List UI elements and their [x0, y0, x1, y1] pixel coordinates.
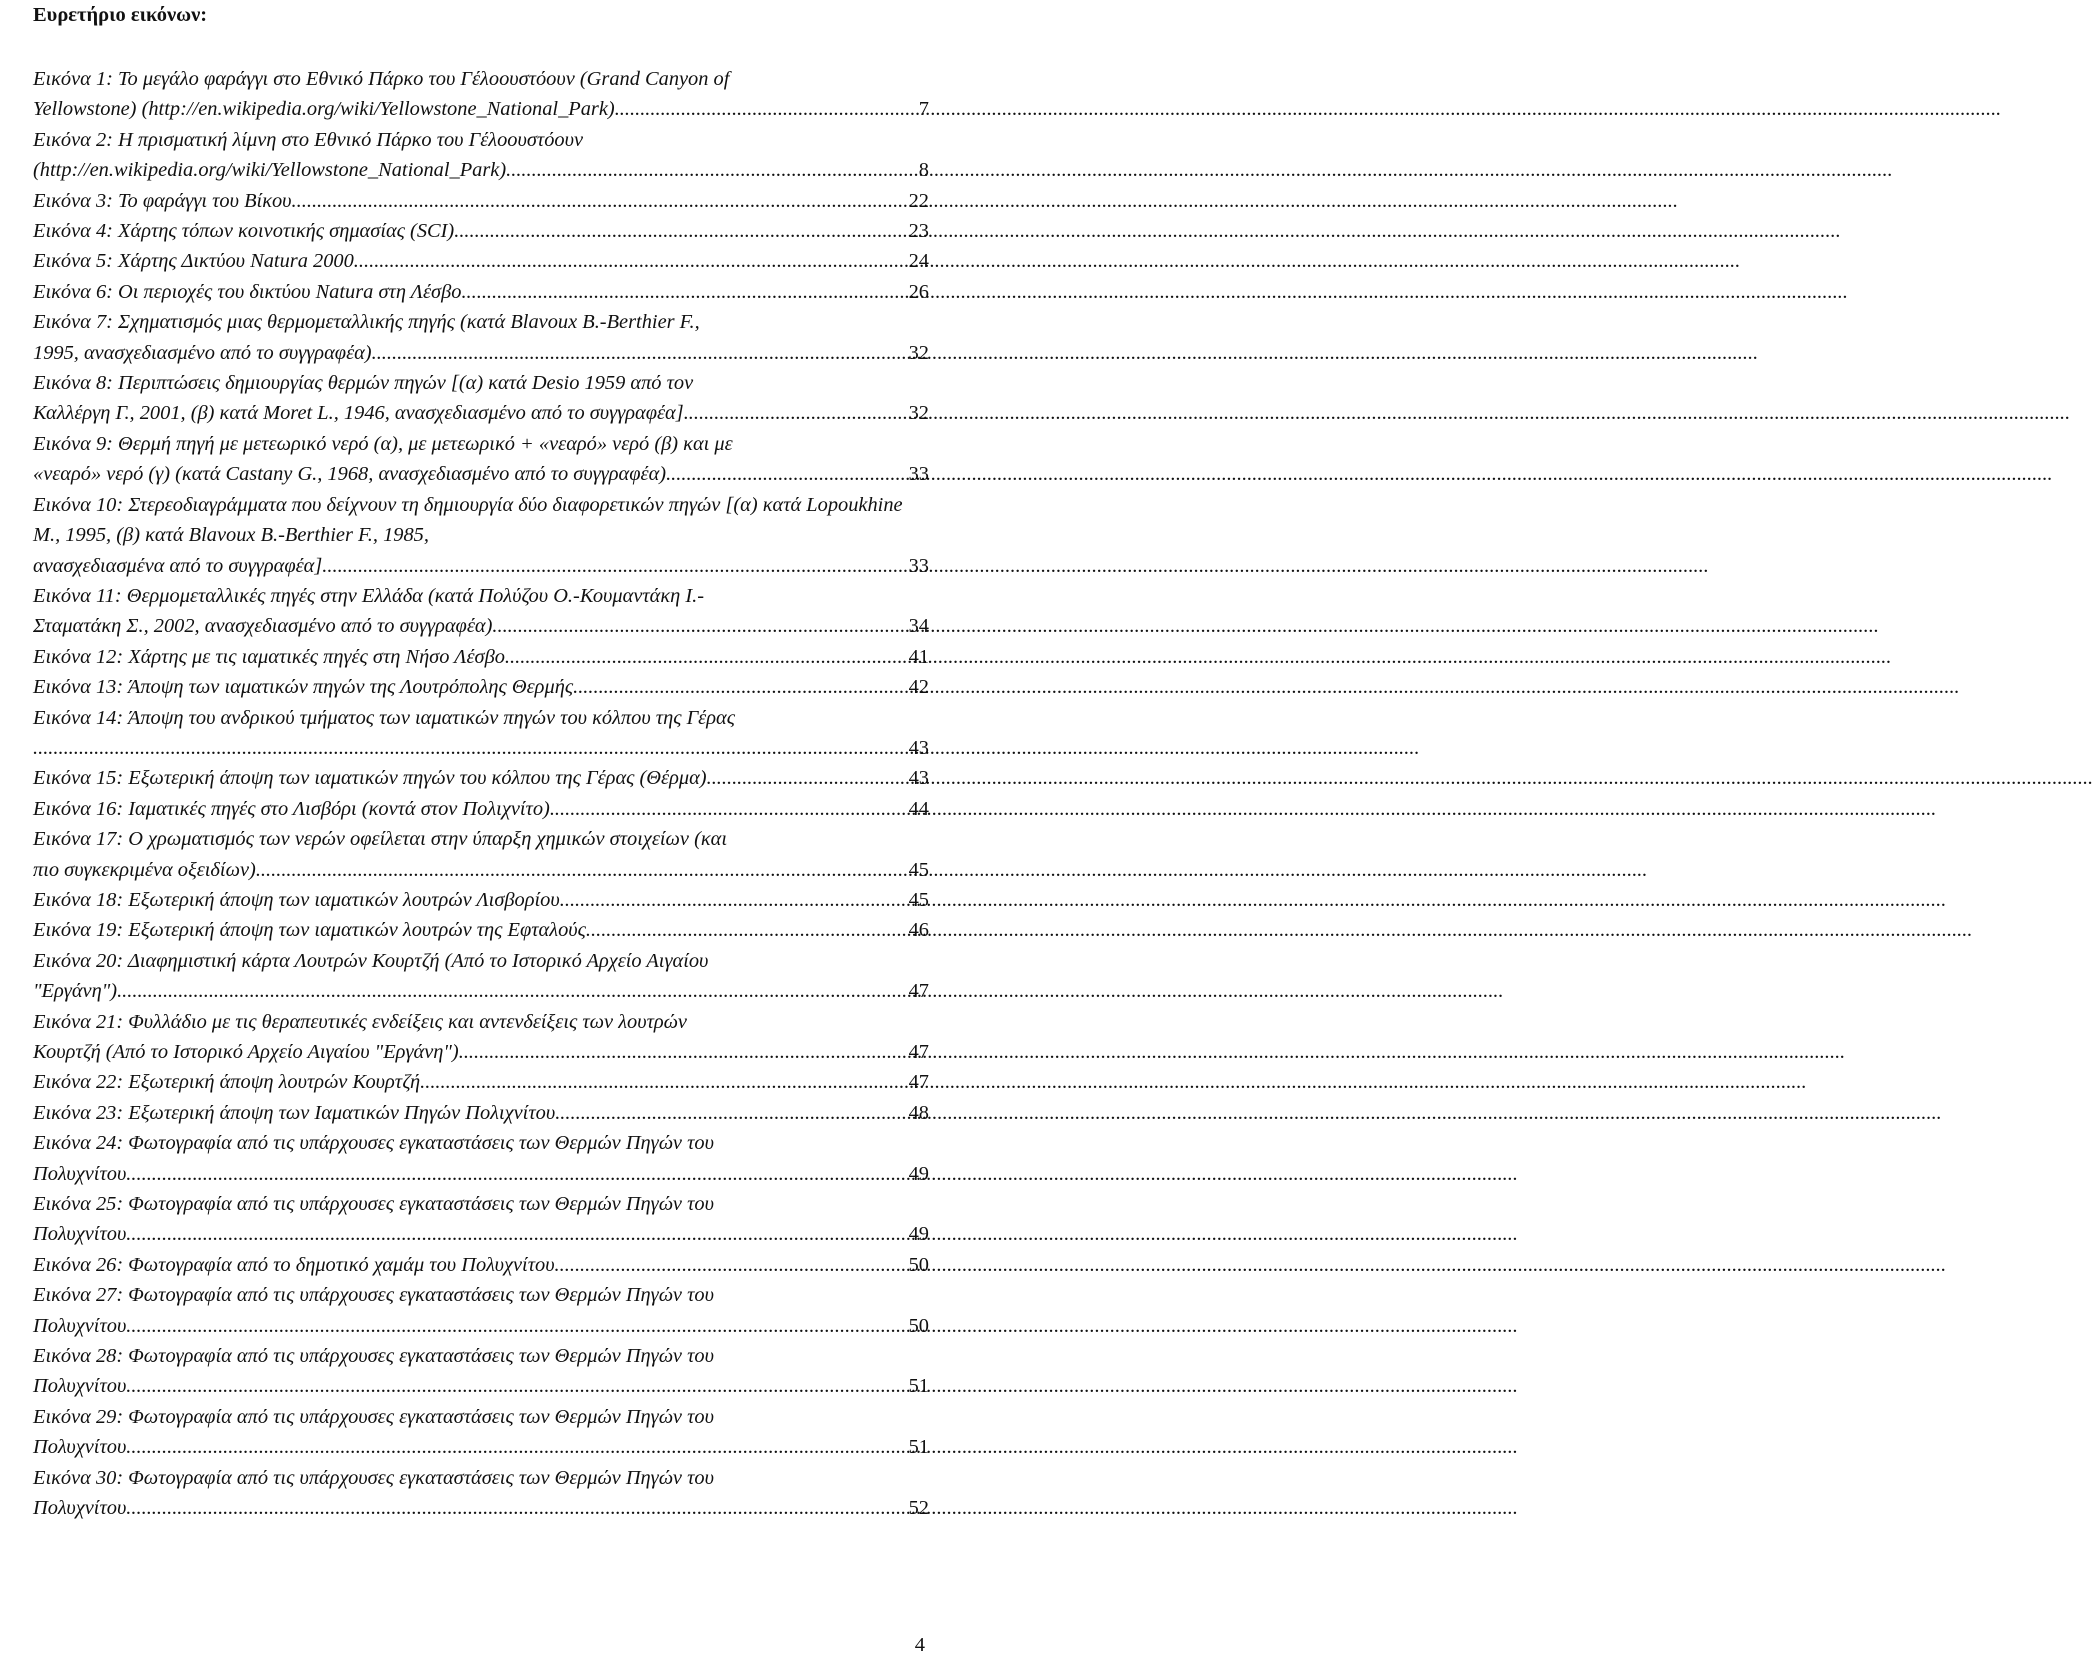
toc-entry-page: 26 — [908, 280, 929, 303]
toc-entry-title-end: Σταματάκη Σ., 2002, ανασχεδιασμένο από το συγγραφέα) — [33, 615, 493, 638]
toc-entry-title: Εικόνα 7: Σχηματισμός μιας θερμομεταλλικής πηγής (κατά Blavoux B.-Berthier F., — [33, 311, 700, 334]
toc-entry[interactable] — [33, 703, 929, 764]
toc-entry-title: Εικόνα 27: Φωτογραφία από τις υπάρχουσες εγκαταστάσεις των Θερμών Πηγών του — [33, 1284, 714, 1307]
toc-entry[interactable] — [33, 368, 929, 429]
toc-entry[interactable] — [33, 915, 929, 945]
toc-entry-line — [33, 155, 929, 185]
toc-entry-title: Εικόνα 20: Διαφημιστική κάρτα Λουτρών Κουρτζή (Από το Ιστορικό Αρχείο Αιγαίου — [33, 949, 709, 972]
toc-entry-title-end: Πολυχνίτου. — [33, 1223, 132, 1246]
toc-entry-title-end: Εικόνα 26: Φωτογραφία από το δημοτικό χαμάμ του Πολυχνίτου. — [33, 1253, 560, 1276]
toc-entry-title-end: Πολυχνίτου. — [33, 1375, 132, 1398]
toc-entry-title-end: Εικόνα 6: Οι περιοχές του δικτύου Natura στη Λέσβο — [33, 280, 462, 303]
toc-entry-page: 45 — [908, 858, 929, 881]
toc-entry-line — [33, 1250, 929, 1280]
dot-leader — [131, 1311, 907, 1341]
dot-leader — [666, 459, 908, 489]
dot-leader — [322, 551, 907, 581]
index-heading: Ευρετήριο εικόνων: — [33, 4, 208, 26]
toc-entry-line — [33, 1311, 929, 1341]
toc-entry-page: 46 — [908, 919, 929, 942]
toc-entry-title: Εικόνα 10: Στερεοδιαγράμματα που δείχνουν τη δημιουργία δύο διαφορετικών πηγών [(α) κατά Lopoukhine M., 1995, (β) κατά Blavoux B.-Berthier F., 1985, — [33, 493, 903, 547]
toc-entry-title: Εικόνα 8: Περιπτώσεις δημιουργίας θερμών πηγών [(α) κατά Desio 1959 από τον — [33, 372, 694, 395]
figure-index-list — [33, 64, 929, 1524]
toc-entry[interactable] — [33, 429, 929, 490]
toc-entry-line — [33, 976, 929, 1006]
toc-entry-title-end: Εικόνα 4: Χάρτης τόπων κοινοτικής σημασίας (SCI) — [33, 220, 455, 243]
toc-entry-line — [33, 642, 929, 672]
toc-entry-title: Εικόνα 28: Φωτογραφία από τις υπάρχουσες εγκαταστάσεις των Θερμών Πηγών του — [33, 1345, 714, 1368]
toc-entry-page: 32 — [908, 402, 929, 425]
toc-entry-title: Εικόνα 2: Η πρισματική λίμνη στο Εθνικό Πάρκο του Γέλοουστόουν — [33, 128, 584, 151]
toc-entry-title-end: Εικόνα 19: Εξωτερική άποψη των ιαματικών λουτρών της Εφταλούς — [33, 919, 586, 942]
toc-entry-page: 47 — [908, 980, 929, 1003]
toc-entry-line — [33, 915, 929, 945]
toc-entry-line — [33, 246, 929, 276]
toc-entry-page: 48 — [908, 1101, 929, 1124]
toc-entry-title-end: Πολυχνίτου. — [33, 1314, 132, 1337]
toc-entry-page: 52 — [908, 1497, 929, 1520]
toc-entry-page: 43 — [908, 767, 929, 790]
toc-entry-page: 8 — [918, 159, 929, 182]
toc-entry-line — [33, 398, 929, 428]
toc-entry[interactable] — [33, 307, 929, 368]
toc-entry-line — [33, 611, 929, 641]
toc-entry-title-end: Εικόνα 23: Εξωτερική άποψη των Ιαματικών Πηγών Πολιχνίτου — [33, 1101, 556, 1124]
toc-entry-title-end: Εικόνα 16: Ιαματικές πηγές στο Λισβόρι (κοντά στον Πολιχνίτο) — [33, 797, 550, 820]
toc-entry-line — [33, 186, 929, 216]
dot-leader — [573, 672, 908, 702]
dot-leader — [454, 216, 907, 246]
toc-entry[interactable] — [33, 1280, 929, 1341]
toc-entry[interactable] — [33, 1007, 929, 1068]
dot-leader — [560, 885, 908, 915]
toc-entry-title-end: (http://en.wikipedia.org/wiki/Yellowstone_National_Park) — [33, 159, 507, 182]
toc-entry[interactable] — [33, 672, 929, 702]
toc-entry-title-end: ανασχεδιασμένα από το συγγραφέα] — [33, 554, 323, 577]
toc-entry-line — [33, 1432, 929, 1462]
toc-entry-line — [33, 855, 929, 885]
toc-entry-line — [33, 1159, 929, 1189]
toc-entry[interactable] — [33, 490, 929, 581]
toc-entry[interactable] — [33, 885, 929, 915]
toc-entry-title: Εικόνα 14: Άποψη του ανδρικού τμήματος των ιαματικών πηγών του κόλπου της Γέρας — [33, 706, 735, 729]
dot-leader — [131, 1493, 907, 1523]
toc-entry[interactable] — [33, 1128, 929, 1189]
dot-leader — [505, 642, 908, 672]
toc-entry-page: 51 — [908, 1436, 929, 1459]
toc-entry[interactable] — [33, 216, 929, 246]
page-number: 4 — [914, 1634, 925, 1656]
toc-entry-line — [33, 733, 929, 763]
toc-entry-title-end: Εικόνα 3: Το φαράγγι του Βίκου — [33, 189, 292, 212]
toc-entry-page: 34 — [908, 615, 929, 638]
toc-entry-line — [33, 672, 929, 702]
toc-entry-page: 51 — [908, 1375, 929, 1398]
toc-entry-line — [33, 885, 929, 915]
dot-leader — [33, 733, 908, 763]
dot-leader — [117, 976, 908, 1006]
toc-entry-title-end: Yellowstone) (http://en.wikipedia.org/wiki/Yellowstone_National_Park) — [33, 98, 615, 121]
toc-entry-title: Εικόνα 30: Φωτογραφία από τις υπάρχουσες εγκαταστάσεις των Θερμών Πηγών του — [33, 1466, 714, 1489]
toc-entry-line — [33, 1067, 929, 1097]
dot-leader — [555, 1098, 907, 1128]
dot-leader — [461, 277, 907, 307]
toc-entry-line — [33, 94, 929, 124]
toc-entry[interactable] — [33, 1341, 929, 1402]
toc-entry-line — [33, 1371, 929, 1401]
toc-entry[interactable] — [33, 1098, 929, 1128]
toc-entry-line — [33, 1493, 929, 1523]
toc-entry[interactable] — [33, 581, 929, 642]
toc-entry-line — [33, 216, 929, 246]
toc-entry-page: 43 — [908, 736, 929, 759]
toc-entry-line — [33, 551, 929, 581]
dot-leader — [261, 855, 908, 885]
toc-entry[interactable] — [33, 1402, 929, 1463]
toc-entry[interactable] — [33, 64, 929, 125]
toc-entry[interactable] — [33, 1250, 929, 1280]
toc-entry-page: 33 — [908, 463, 929, 486]
toc-entry-line — [33, 338, 929, 368]
toc-entry-title-end: 1995, ανασχεδιασμένο από το συγγραφέα) — [33, 341, 372, 364]
toc-entry-line — [33, 1037, 929, 1067]
dot-leader — [292, 186, 908, 216]
toc-entry-title-end: Κουρτζή (Από το Ιστορικό Αρχείο Αιγαίου "Εργάνη") — [33, 1041, 459, 1063]
toc-entry-title: Εικόνα 17: Ο χρωματισμός των νερών οφείλεται στην ύπαρξη χημικών στοιχείων (και — [33, 828, 728, 851]
toc-entry-page: 24 — [908, 250, 929, 273]
dot-leader — [707, 763, 908, 793]
toc-entry[interactable] — [33, 246, 929, 276]
toc-entry-title: Εικόνα 1: Το μεγάλο φαράγγι στο Εθνικό Πάρκο του Γέλοουστόουν (Grand Canyon of — [33, 68, 730, 90]
toc-entry-page: 7 — [918, 98, 929, 121]
toc-entry-page: 42 — [908, 676, 929, 699]
dot-leader — [492, 611, 907, 641]
toc-entry-page: 23 — [908, 220, 929, 243]
dot-leader — [131, 1159, 907, 1189]
toc-entry-line — [33, 459, 929, 489]
toc-entry-page: 47 — [908, 1071, 929, 1094]
toc-entry-title-end: "Εργάνη") — [33, 980, 118, 1003]
toc-entry-title-end: Πολυχνίτου. — [33, 1436, 132, 1459]
dot-leader — [131, 1371, 907, 1401]
toc-entry-page: 22 — [908, 189, 929, 212]
toc-entry-title: Εικόνα 24: Φωτογραφία από τις υπάρχουσες εγκαταστάσεις των Θερμών Πηγών του — [33, 1132, 714, 1155]
toc-entry[interactable] — [33, 946, 929, 1007]
toc-entry-title-end: Εικόνα 18: Εξωτερική άποψη των ιαματικών λουτρών Λισβορίου — [33, 888, 560, 911]
toc-entry-title-end: Εικόνα 22: Εξωτερική άποψη λουτρών Κουρτζή — [33, 1071, 421, 1094]
toc-entry-title-end: Πολυχνίτου. — [33, 1162, 132, 1185]
toc-entry-title: Εικόνα 9: Θερμή πηγή με μετεωρικό νερό (α), με μετεωρικό + «νεαρό» νερό (β) και με — [33, 432, 733, 455]
toc-entry-page: 45 — [908, 888, 929, 911]
dot-leader — [550, 794, 908, 824]
toc-entry-title-end: Πολυχνίτου. — [33, 1497, 132, 1520]
toc-entry-title-end: Εικόνα 15: Εξωτερική άποψη των ιαματικών πηγών του κόλπου της Γέρας (Θέρμα) — [33, 767, 707, 790]
toc-entry-line — [33, 1098, 929, 1128]
toc-entry-title-end: πιο συγκεκριμένα οξειδίων). — [33, 858, 261, 881]
toc-entry-page: 44 — [908, 797, 929, 820]
dot-leader — [131, 1219, 907, 1249]
toc-entry[interactable] — [33, 763, 929, 793]
dot-leader — [420, 1067, 907, 1097]
toc-entry-line — [33, 277, 929, 307]
dot-leader — [354, 246, 908, 276]
dot-leader — [131, 1432, 907, 1462]
dot-leader — [586, 915, 908, 945]
toc-entry-title-end: «νεαρό» νερό (γ) (κατά Castany G., 1968, ανασχεδιασμένο από το συγγραφέα) — [33, 463, 667, 486]
toc-entry-title-end: Εικόνα 13: Άποψη των ιαματικών πηγών της Λουτρόπολης Θερμής — [33, 676, 574, 699]
toc-entry[interactable] — [33, 1463, 929, 1524]
toc-entry-page: 50 — [908, 1314, 929, 1337]
toc-entry-title-end: Εικόνα 5: Χάρτης Δικτύου Natura 2000 — [33, 250, 354, 273]
toc-entry-title: Εικόνα 21: Φυλλάδιο με τις θεραπευτικές ενδείξεις και αντενδείξεις των λουτρών — [33, 1010, 687, 1033]
toc-entry-title: Εικόνα 29: Φωτογραφία από τις υπάρχουσες εγκαταστάσεις των Θερμών Πηγών του — [33, 1405, 714, 1428]
toc-entry-line — [33, 763, 929, 793]
dot-leader — [459, 1037, 908, 1067]
dot-leader — [372, 338, 908, 368]
toc-entry-page: 32 — [908, 341, 929, 364]
toc-entry[interactable] — [33, 642, 929, 672]
dot-leader — [506, 155, 918, 185]
toc-entry-line — [33, 1219, 929, 1249]
toc-entry[interactable] — [33, 1189, 929, 1250]
toc-entry-page: 33 — [908, 554, 929, 577]
toc-entry-title: Εικόνα 11: Θερμομεταλλικές πηγές στην Ελλάδα (κατά Πολύζου Ο.-Κουμαντάκη Ι.- — [33, 584, 705, 607]
toc-entry-page: 41 — [908, 645, 929, 668]
dot-leader — [684, 398, 908, 428]
toc-entry-page: 50 — [908, 1253, 929, 1276]
toc-entry-page: 49 — [908, 1162, 929, 1185]
toc-entry-title-end: Εικόνα 12: Χάρτης με τις ιαματικές πηγές στη Νήσο Λέσβο — [33, 645, 505, 668]
dot-leader — [560, 1250, 908, 1280]
toc-entry[interactable] — [33, 186, 929, 216]
toc-entry[interactable] — [33, 277, 929, 307]
toc-entry-page: 47 — [908, 1041, 929, 1063]
toc-entry-title: Εικόνα 25: Φωτογραφία από τις υπάρχουσες εγκαταστάσεις των Θερμών Πηγών του — [33, 1193, 714, 1216]
dot-leader — [615, 94, 918, 124]
toc-entry[interactable] — [33, 824, 929, 885]
toc-entry[interactable] — [33, 125, 929, 186]
toc-entry-line — [33, 794, 929, 824]
toc-entry-page: 49 — [908, 1223, 929, 1246]
toc-entry-title-end: Καλλέργη Γ., 2001, (β) κατά Moret L., 1946, ανασχεδιασμένο από το συγγραφέα] — [33, 402, 684, 425]
toc-entry[interactable] — [33, 1067, 929, 1097]
toc-entry[interactable] — [33, 794, 929, 824]
